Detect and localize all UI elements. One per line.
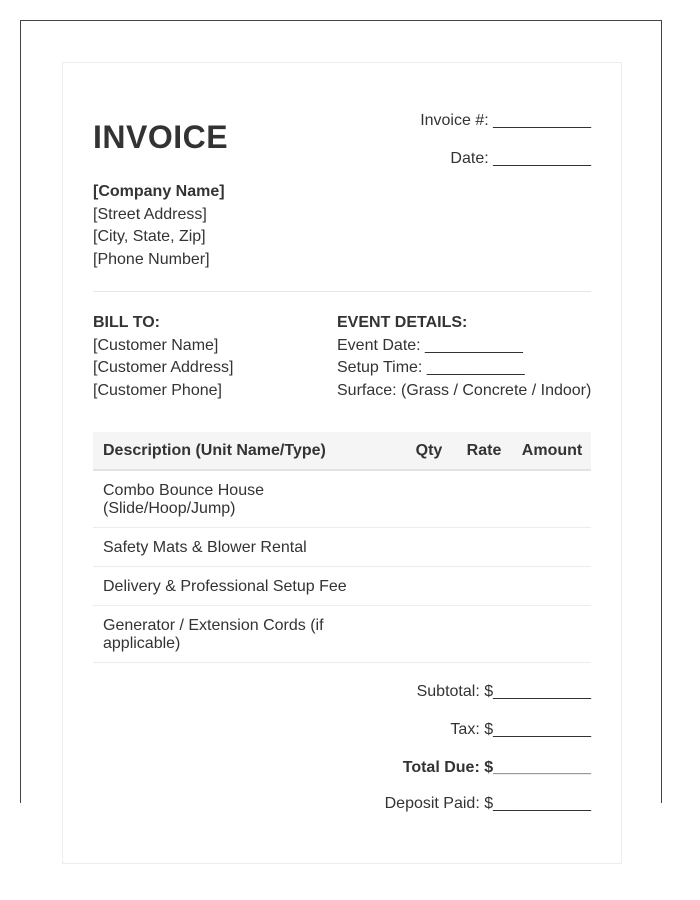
total-due-line: Total Due: $___________ [402,759,591,776]
event-details-heading: EVENT DETAILS: [337,314,468,331]
company-info [93,181,225,271]
invoice-number-line: Invoice #: ___________ [420,112,591,129]
deposit-paid-line: Deposit Paid: $___________ [384,795,591,812]
company-street: [Street Address] [93,205,207,223]
event-date-line: Event Date: ___________ [337,336,523,354]
row-amount [513,606,591,663]
company-city: [City, State, Zip] [93,228,206,245]
bill-to-heading: BILL TO: [93,314,160,331]
section-divider [93,291,591,292]
subtotal-line: Subtotal: $___________ [416,683,591,700]
row-rate [455,470,513,528]
row-description: Delivery & Professional Setup Fee [93,567,403,606]
tax-line: Tax: $___________ [450,721,591,738]
invoice-page [62,62,622,864]
row-qty [403,470,455,528]
row-amount [513,567,591,606]
header-qty: Qty [415,441,443,459]
row-rate [455,606,513,663]
table-row [93,470,591,528]
table-row [93,528,591,567]
line-items-table [93,432,591,663]
table-row [93,567,591,606]
setup-time-line: Setup Time: ___________ [337,359,525,376]
row-description: Generator / Extension Cords (if applicable) [93,606,403,663]
row-rate [455,528,513,567]
row-amount [513,470,591,528]
surface-line: Surface: (Grass / Concrete / Indoor) [337,381,592,399]
row-amount [513,528,591,567]
row-qty [403,606,455,663]
invoice-title: INVOICE [93,119,229,155]
invoice-date-line: Date: ___________ [450,150,591,167]
row-description: Safety Mats & Blower Rental [93,528,403,567]
company-name: [Company Name] [93,183,225,200]
table-header-row [93,432,591,470]
totals-section [403,681,591,795]
customer-name: [Customer Name] [93,336,219,354]
row-qty [403,567,455,606]
document-frame [20,20,662,812]
row-rate [455,567,513,606]
company-phone: [Phone Number] [93,250,210,268]
event-details-section [337,312,591,402]
customer-address: [Customer Address] [93,359,234,376]
row-description: Combo Bounce House (Slide/Hoop/Jump) [93,470,403,528]
invoice-meta [420,110,591,186]
customer-phone: [Customer Phone] [93,381,222,399]
row-qty [403,528,455,567]
header-rate: Rate [466,441,502,459]
header-description: Description (Unit Name/Type) [103,441,326,459]
table-row [93,606,591,663]
header-amount: Amount [521,441,583,459]
bill-to-section [93,312,234,402]
